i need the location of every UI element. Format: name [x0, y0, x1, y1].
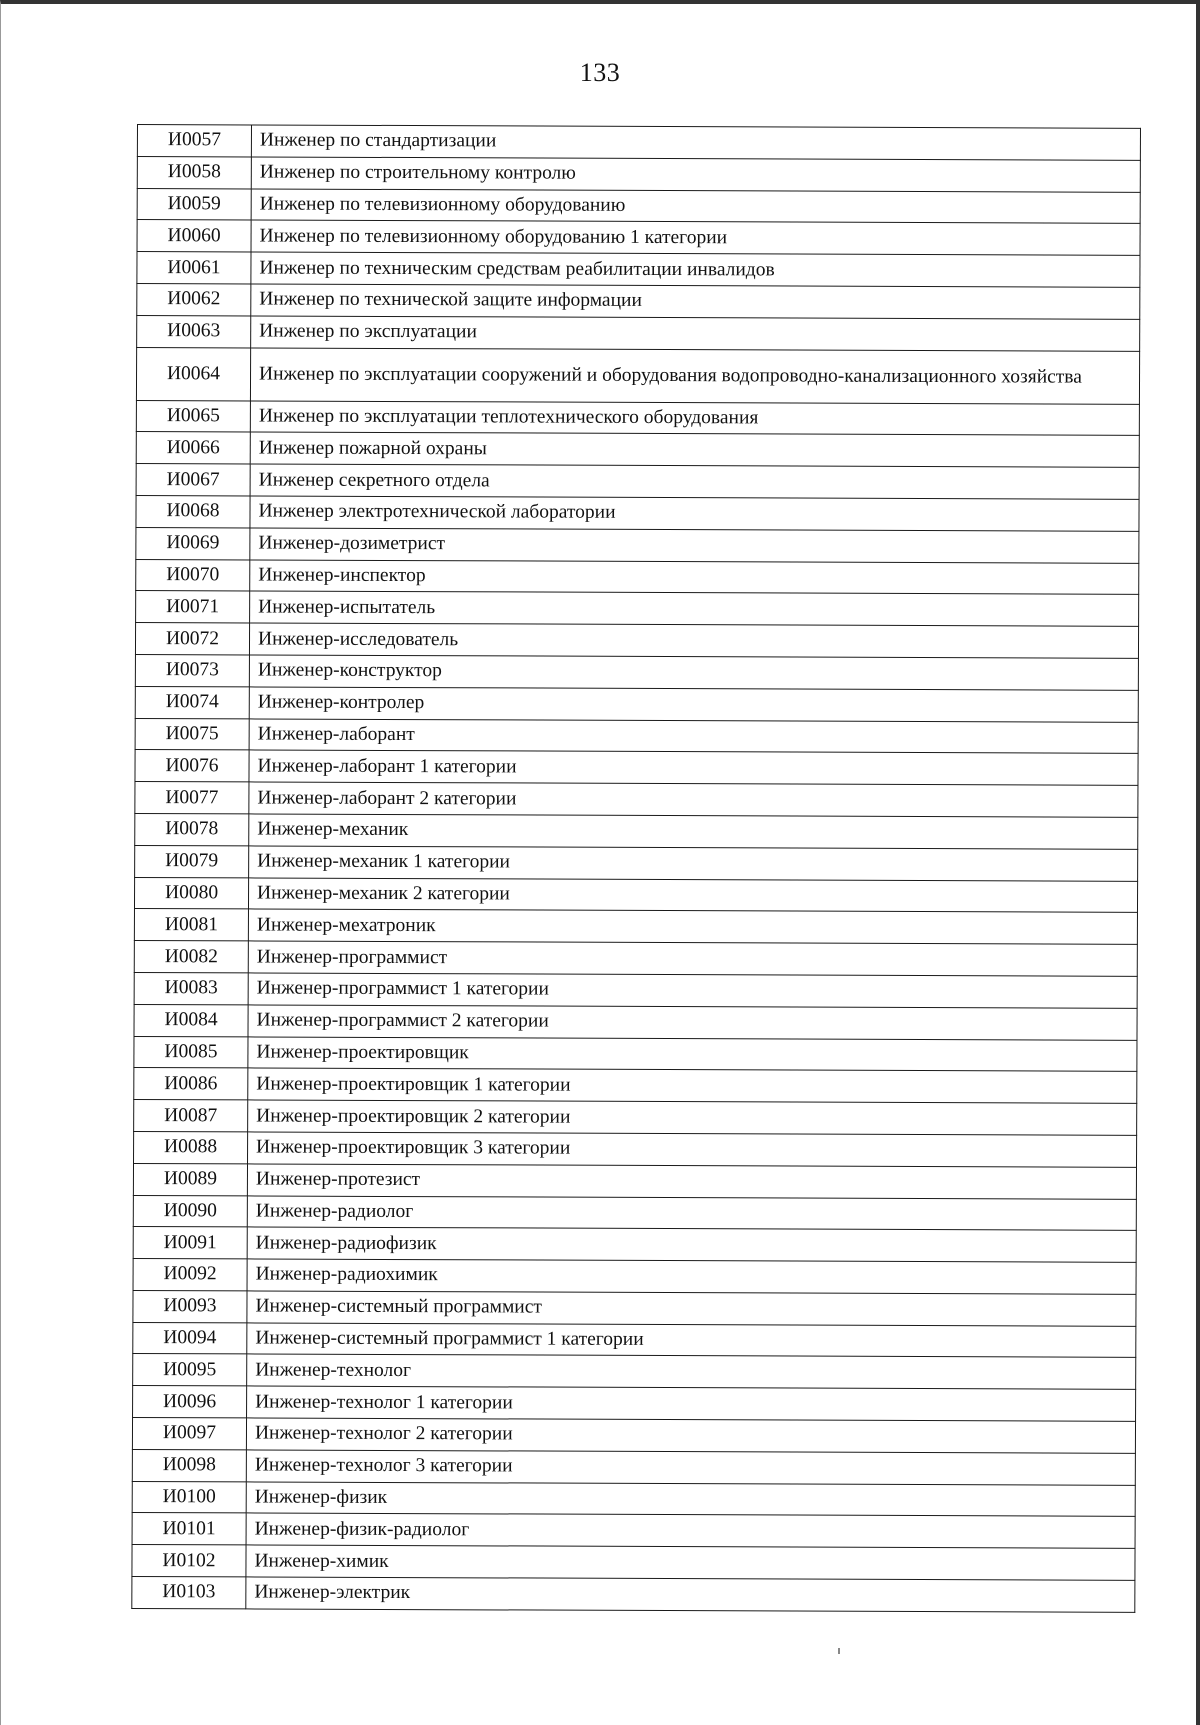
occupation-code: И0098	[132, 1449, 246, 1481]
occupation-code: И0061	[137, 252, 251, 284]
table-row	[136, 464, 1139, 500]
occupation-code: И0078	[135, 813, 249, 845]
occupation-name: Инженер-физик	[246, 1482, 1135, 1517]
table-row	[132, 1418, 1135, 1454]
occupation-code: И0071	[136, 591, 250, 623]
occupation-code: И0101	[132, 1513, 246, 1545]
table-row	[133, 1227, 1136, 1263]
occupation-name: Инженер-радиофизик	[247, 1227, 1136, 1262]
occupation-name: Инженер по технической защите информации	[251, 284, 1140, 319]
occupation-name: Инженер-проектировщик 3 категории	[248, 1132, 1137, 1167]
occupation-name: Инженер-конструктор	[249, 655, 1138, 690]
occupation-code: И0065	[136, 400, 250, 432]
occupation-name: Инженер-системный программист 1 категории	[247, 1323, 1136, 1358]
table-row	[137, 220, 1140, 256]
table-row	[132, 1577, 1135, 1613]
occupation-name: Инженер-протезист	[247, 1164, 1136, 1199]
occupation-code: И0064	[136, 347, 250, 400]
occupation-name: Инженер-технолог 3 категории	[246, 1450, 1135, 1485]
occupation-name: Инженер-лаборант 2 категории	[249, 782, 1138, 817]
table-row	[132, 1513, 1135, 1549]
occupation-code: И0090	[133, 1195, 247, 1227]
occupation-name: Инженер-системный программист	[247, 1291, 1136, 1326]
table-row	[136, 347, 1139, 404]
occupation-code: И0083	[134, 972, 248, 1004]
table-row	[133, 1195, 1136, 1231]
occupation-code: И0079	[135, 845, 249, 877]
occupation-code: И0080	[134, 877, 248, 909]
occupation-name: Инженер-контролер	[249, 687, 1138, 722]
occupation-name: Инженер-проектировщик 2 категории	[248, 1100, 1137, 1135]
occupation-name: Инженер по телевизионному оборудованию	[251, 189, 1140, 224]
occupation-code: И0077	[135, 782, 249, 814]
occupation-name: Инженер-физик-радиолог	[246, 1513, 1135, 1548]
occupation-name: Инженер-мехатроник	[248, 909, 1137, 944]
table-row	[135, 750, 1138, 786]
occupation-name: Инженер по стандартизации	[251, 125, 1140, 160]
table-row	[135, 845, 1138, 881]
page-number: 133	[579, 58, 621, 87]
scan-speck	[838, 1648, 840, 1654]
table-row	[133, 1322, 1136, 1358]
occupation-name: Инженер-технолог	[247, 1354, 1136, 1389]
occupation-name: Инженер-дозиметрист	[250, 528, 1139, 563]
occupation-name: Инженер электротехнической лаборатории	[250, 496, 1139, 531]
table-row	[136, 591, 1139, 627]
occupation-name: Инженер-электрик	[246, 1577, 1135, 1612]
table-row	[134, 1036, 1137, 1072]
occupation-code: И0095	[133, 1354, 247, 1386]
occupation-name: Инженер-технолог 2 категории	[246, 1418, 1135, 1453]
occupation-name: Инженер-программист	[248, 941, 1137, 976]
occupation-name: Инженер по эксплуатации сооружений и оборудования водопроводно-канализационного хозяйства	[250, 348, 1139, 404]
occupation-code: И0088	[134, 1131, 248, 1163]
occupation-name: Инженер-исследователь	[249, 623, 1138, 658]
occupation-name: Инженер-механик 2 категории	[248, 877, 1137, 912]
occupation-code: И0092	[133, 1259, 247, 1291]
occupation-name: Инженер по телевизионному оборудованию 1 категории	[251, 220, 1140, 255]
table-row	[132, 1449, 1135, 1485]
table-row	[137, 252, 1140, 288]
table-row	[133, 1386, 1136, 1422]
table-row	[135, 718, 1138, 754]
occupation-name: Инженер-радиолог	[247, 1195, 1136, 1230]
table-row	[134, 909, 1137, 945]
occupation-name: Инженер-испытатель	[250, 591, 1139, 626]
table-row	[134, 1068, 1137, 1104]
table-row	[134, 877, 1137, 913]
table-row	[135, 782, 1138, 818]
occupation-code: И0072	[135, 623, 249, 655]
occupation-code: И0091	[133, 1227, 247, 1259]
occupation-name: Инженер пожарной охраны	[250, 432, 1139, 467]
occupation-code: И0057	[137, 125, 251, 157]
occupation-name: Инженер-радиохимик	[247, 1259, 1136, 1294]
occupation-name: Инженер-химик	[246, 1545, 1135, 1580]
occupation-name: Инженер-механик	[249, 814, 1138, 849]
occupation-code: И0069	[136, 527, 250, 559]
table-row	[136, 559, 1139, 595]
occupation-name: Инженер-механик 1 категории	[249, 846, 1138, 881]
occupation-name: Инженер-лаборант	[249, 718, 1138, 753]
table-row	[136, 495, 1139, 531]
occupation-name: Инженер-программист 1 категории	[248, 973, 1137, 1008]
occupation-code: И0096	[133, 1386, 247, 1418]
table-row	[137, 188, 1140, 224]
occupation-name: Инженер по строительному контролю	[251, 157, 1140, 192]
occupation-code: И0082	[134, 941, 248, 973]
occupation-name: Инженер-лаборант 1 категории	[249, 750, 1138, 785]
table-row	[135, 686, 1138, 722]
table-row	[134, 1100, 1137, 1136]
occupation-name: Инженер-проектировщик 1 категории	[248, 1068, 1137, 1103]
table-row	[133, 1354, 1136, 1390]
occupation-code: И0093	[133, 1290, 247, 1322]
occupation-code: И0060	[137, 220, 251, 252]
occupation-code: И0084	[134, 1004, 248, 1036]
occupation-code: И0100	[132, 1481, 246, 1513]
occupation-code: И0058	[137, 156, 251, 188]
occupation-name: Инженер-проектировщик	[248, 1036, 1137, 1071]
occupation-code: И0068	[136, 495, 250, 527]
table-row	[136, 432, 1139, 468]
table-row	[137, 156, 1140, 192]
occupation-code: И0085	[134, 1036, 248, 1068]
occupation-code: И0089	[133, 1163, 247, 1195]
table-row	[134, 1004, 1137, 1040]
occupation-code: И0076	[135, 750, 249, 782]
table-row	[135, 623, 1138, 659]
occupation-code: И0086	[134, 1068, 248, 1100]
occupation-code: И0075	[135, 718, 249, 750]
table-row	[134, 972, 1137, 1008]
occupation-code: И0094	[133, 1322, 247, 1354]
occupation-code: И0067	[136, 464, 250, 496]
occupation-name: Инженер-инспектор	[250, 559, 1139, 594]
table-row	[137, 315, 1140, 351]
table-row	[136, 527, 1139, 563]
table-row	[135, 654, 1138, 690]
table-row	[133, 1163, 1136, 1199]
occupation-name: Инженер-программист 2 категории	[248, 1005, 1137, 1040]
table-row	[135, 813, 1138, 849]
occupation-code: И0059	[137, 188, 251, 220]
table-row	[133, 1259, 1136, 1295]
occupation-name: Инженер-технолог 1 категории	[247, 1386, 1136, 1421]
occupation-code: И0062	[137, 283, 251, 315]
occupation-code: И0063	[137, 315, 251, 347]
table-row	[136, 400, 1139, 436]
table-row	[137, 283, 1140, 319]
occupation-code: И0103	[132, 1577, 246, 1609]
occupation-code: И0097	[132, 1418, 246, 1450]
occupation-code: И0087	[134, 1100, 248, 1132]
occupation-code: И0081	[134, 909, 248, 941]
occupation-name: Инженер секретного отдела	[250, 464, 1139, 499]
table-row	[137, 125, 1140, 161]
table-row	[132, 1545, 1135, 1581]
occupation-name: Инженер по техническим средствам реабилитации инвалидов	[251, 252, 1140, 287]
occupation-code-table	[131, 124, 1141, 1613]
occupation-code: И0074	[135, 686, 249, 718]
occupation-code: И0066	[136, 432, 250, 464]
table-row	[133, 1290, 1136, 1326]
occupation-code: И0073	[135, 654, 249, 686]
table-row	[132, 1481, 1135, 1517]
table-body	[132, 125, 1141, 1613]
table-row	[134, 1131, 1137, 1167]
occupation-name: Инженер по эксплуатации теплотехнического оборудования	[250, 401, 1139, 436]
occupation-code: И0070	[136, 559, 250, 591]
occupation-name: Инженер по эксплуатации	[251, 316, 1140, 351]
table-row	[134, 941, 1137, 977]
occupation-code: И0102	[132, 1545, 246, 1577]
